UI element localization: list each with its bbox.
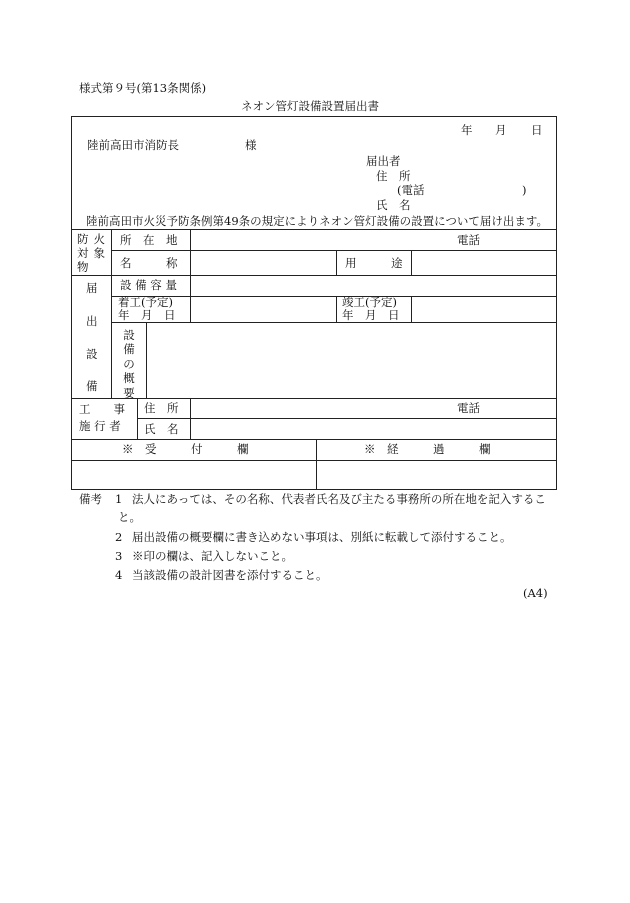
note-number: 4	[115, 568, 123, 582]
contractor-address-label: 住 所	[144, 401, 179, 415]
complete-date-label: 年 月 日	[342, 308, 400, 322]
declaration-text: 陸前高田市火災予防条例第49条の規定によりネオン管灯設備の設置について届け出ます。	[86, 214, 548, 228]
note-text: 届出設備の概要欄に書き込めない事項は、別紙に転載して添付すること。	[132, 530, 512, 544]
progress-label: ※ 経 過 欄	[364, 442, 491, 456]
note-number: 2	[115, 530, 123, 544]
notice-facility-char-4: 備	[86, 379, 98, 393]
name-label: 名 称	[120, 256, 178, 270]
note-text: ※印の欄は、記入しないこと。	[132, 549, 293, 563]
phone-close: )	[522, 183, 527, 197]
submitter-name-label: 氏 名	[376, 198, 411, 212]
note-text: 当該設備の設計図書を添付すること。	[132, 568, 328, 582]
notice-facility-char-1: 届	[86, 281, 98, 295]
date-month: 月	[495, 123, 507, 137]
date-day: 日	[531, 123, 543, 137]
form-title: ネオン管灯設備設置届出書	[241, 99, 379, 113]
note-number: 3	[115, 549, 123, 563]
honorific: 様	[245, 138, 257, 152]
phone-open: (電話	[397, 183, 425, 197]
fire-target-label: 防火	[77, 232, 110, 246]
header-box	[71, 116, 557, 230]
start-work-date-label: 年 月 日	[118, 308, 176, 322]
contractor-phone-label: 電話	[457, 401, 480, 415]
date-year: 年	[461, 123, 473, 137]
form-number: 様式第９号(第13条関係)	[79, 81, 207, 95]
contractor-label-2: 施 行 者	[79, 419, 121, 433]
addressee: 陸前高田市消防長	[87, 138, 179, 152]
paper-size: (A4)	[523, 586, 548, 600]
notes-label: 備考	[79, 492, 102, 506]
contractor-name-label: 氏 名	[144, 422, 179, 436]
note-text: 法人にあっては、その名称、代表者氏名及び主たる事務所の所在地を記入するこ	[132, 492, 546, 506]
usage-label: 用 途	[345, 256, 403, 270]
complete-label: 竣工(予定)	[342, 295, 397, 309]
reception-label: ※ 受 付 欄	[122, 442, 249, 456]
start-work-label: 着工(予定)	[118, 295, 173, 309]
notice-facility-char-2: 出	[86, 314, 98, 328]
notice-facility-char-3: 設	[86, 347, 98, 361]
capacity-label: 設 備 容 量	[120, 278, 177, 292]
submitter-label: 届出者	[366, 154, 401, 168]
phone-label: 電話	[457, 233, 480, 247]
note-text: と。	[118, 510, 141, 524]
contractor-label-1: 工 事	[79, 402, 125, 416]
location-label: 所 在 地	[120, 233, 178, 247]
note-number: 1	[115, 492, 123, 506]
submitter-address-label: 住 所	[376, 169, 411, 183]
overview-label: 設 備 の 概 要	[123, 328, 135, 400]
